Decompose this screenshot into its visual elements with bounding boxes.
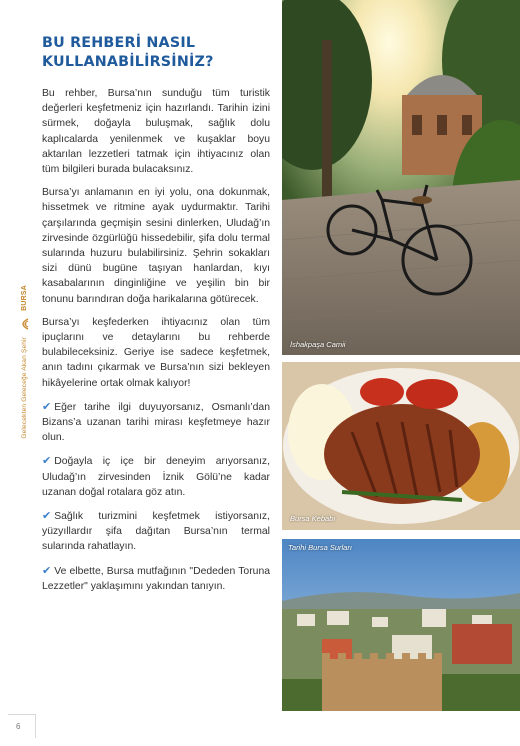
check-icon: ✔ — [42, 509, 52, 523]
city-walls-illustration — [282, 539, 520, 711]
check-icon: ✔ — [42, 454, 52, 468]
title-line-2: KULLANABİLİRSİNİZ? — [42, 54, 214, 70]
check-icon: ✔ — [42, 399, 52, 413]
bullet-item — [42, 508, 270, 555]
photo-caption: İshakpaşa Camii — [290, 340, 346, 349]
paragraph: Bursa’yı keşfederken ihtiyacınız olan tüm ipuçlarını ve detaylarını bu rehberde bulabileceksiniz. Geriye ise sadece keşfetmek, anın tadını çıkarmak ve Bursa’nın sizi bekleyen hikâyelerine ortak olmak kalıyor! — [42, 316, 270, 389]
sidebar-brand — [13, 285, 35, 465]
bullet-item — [42, 453, 270, 500]
brand-name: BURSA — [20, 285, 28, 311]
photo-caption: Tarihi Bursa Surları — [288, 543, 352, 552]
mosque-bicycle-illustration — [282, 0, 520, 355]
check-icon: ✔ — [42, 563, 52, 577]
paragraph: Bu rehber, Bursa’nın sunduğu tüm turistik değerleri keşfetmeniz için hazırlandı. Tarihin izini sürmek, doğayla buluşmak, sağlık dolu kaplıcalarda yenilenmek ve kuşaklar boyu aktarılan lezzetleri tatmak için ihtiyacınız olan tüm bilgileri burada bulacaksınız. — [42, 88, 270, 176]
bullet-text: Eğer tarihe ilgi duyuyorsanız, Osmanlı’dan Bizans’a uzanan tarihi mirası keşfetmeye hazır olun. — [42, 401, 270, 444]
paragraph: Bursa’yı anlamanın en iyi yolu, ona dokunmak, hissetmek ve ritmine ayak uydurmaktır. Tarihi çarşılarında geçmişin sesini dinlerken, Uludağ’ın zirvesinde özgürlüğü hissedebilir, şifa dolu termal sularında huzuru bulabilirsiniz. Şehrin sokakları sizi dünü bugüne taşıyan hanlardan, kıyı kasabalarının dinginliğine ve yeşilin bin bir tonunu barındıran doğa harikalarına götürecek. — [42, 187, 270, 305]
city-walls-photo — [282, 539, 520, 711]
kebab-illustration — [282, 362, 520, 530]
page-title — [42, 34, 270, 72]
bullet-text: Ve elbette, Bursa mutfağının "Dededen Toruna Lezzetler" yaklaşımını yakından tanıyın. — [42, 565, 270, 592]
bullet-item — [42, 563, 270, 594]
page-number: 6 — [8, 714, 36, 738]
bullet-text: Sağlık turizmini keşfetmek istiyorsanız, yüzyıllardır şifa dağıtan Bursa’nın termal sularında rahatlayın. — [42, 511, 270, 553]
article — [42, 34, 270, 602]
mosque-bicycle-photo — [282, 0, 520, 355]
bursa-logo-icon — [17, 317, 31, 331]
title-line-1: BU REHBERİ NASIL — [42, 35, 196, 51]
brand-tagline: Gelecekten Geleceğe Akan Şehir — [20, 336, 28, 439]
photo-caption: Bursa Kebabı — [290, 514, 336, 523]
bullet-text: Doğayla iç içe bir deneyim arıyorsanız, Uludağ’ın zirvesinden İznik Gölü’ne kadar uzanan doğal rotalara göz atın. — [42, 456, 270, 498]
bullet-item — [42, 399, 270, 446]
kebab-plate-photo — [282, 362, 520, 530]
